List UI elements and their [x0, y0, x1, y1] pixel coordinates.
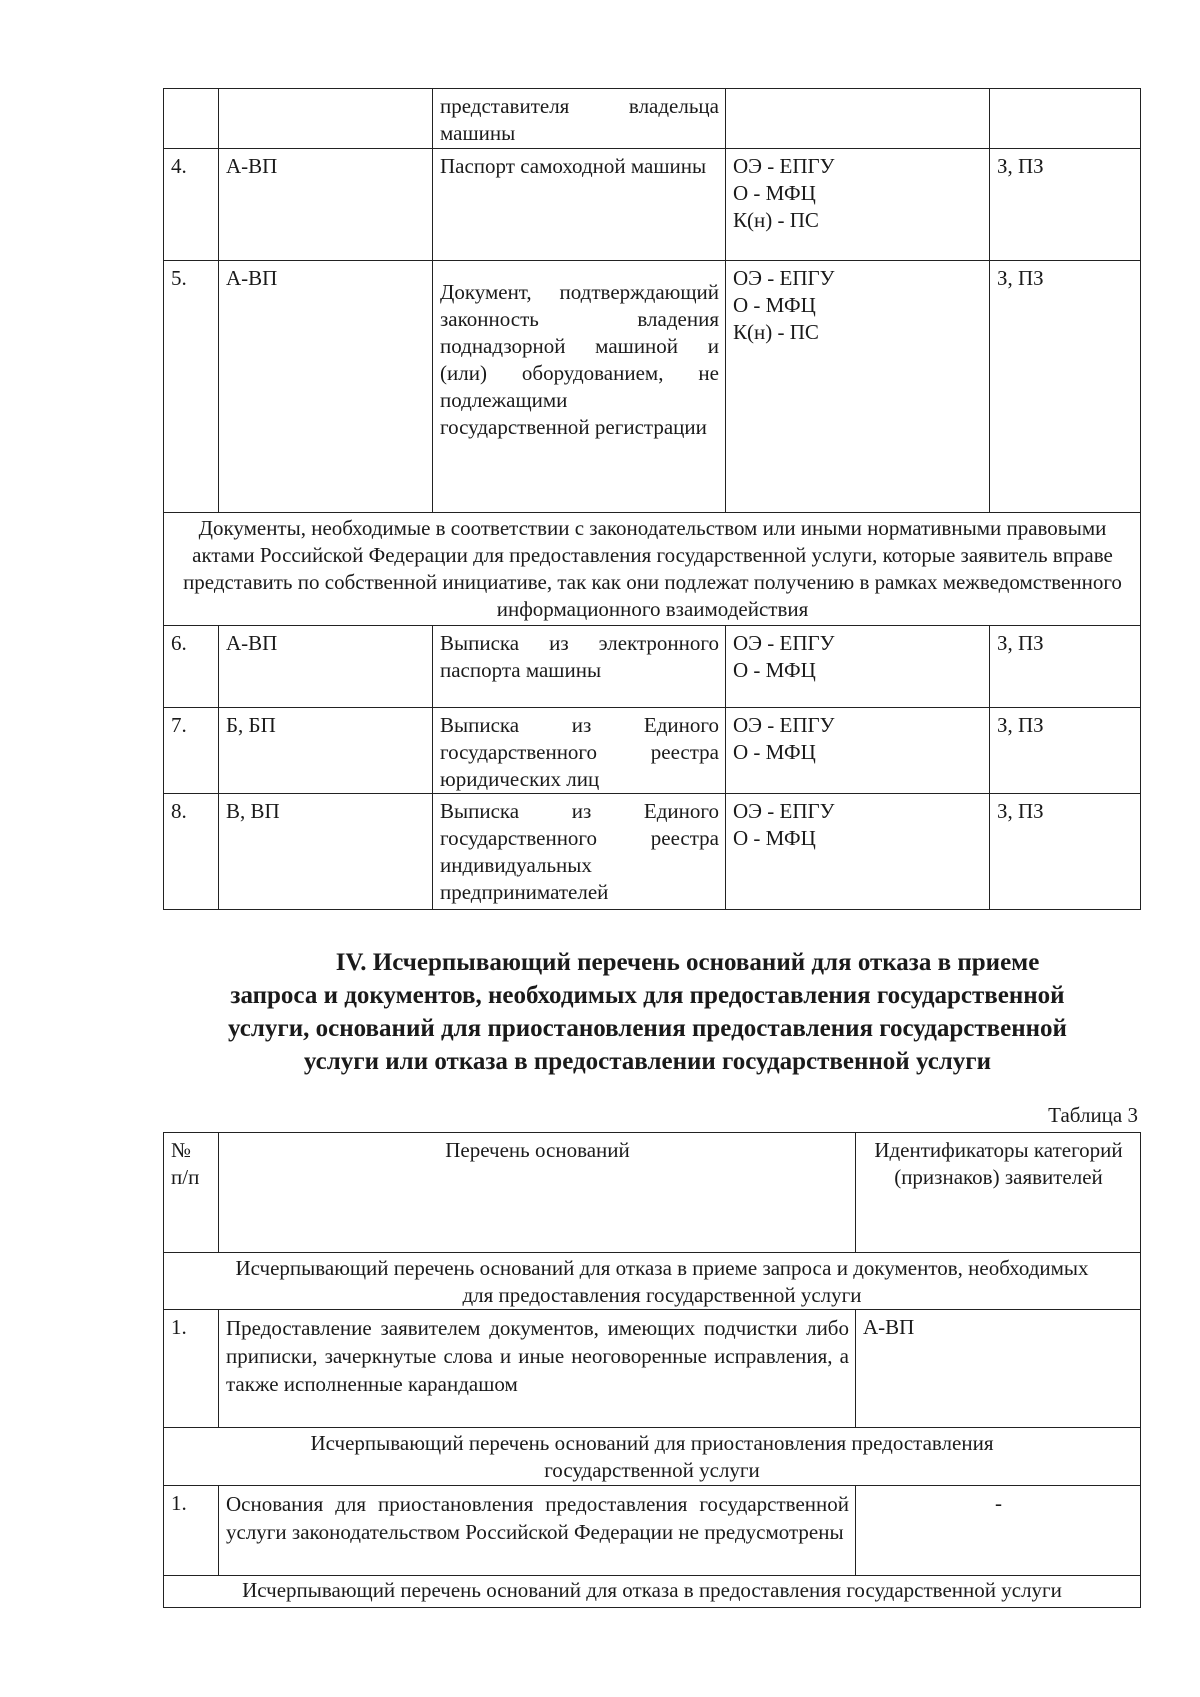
- channel-line: К(н) - ПС: [733, 208, 819, 232]
- channels-cell: [726, 794, 990, 910]
- section-header-row: [164, 1253, 1141, 1310]
- category-cell: А-ВП: [219, 626, 433, 708]
- header-grounds: Перечень оснований: [219, 1133, 856, 1253]
- category-cell: В, ВП: [219, 794, 433, 910]
- row-number: 6.: [164, 626, 219, 708]
- section-header-row: [164, 1428, 1141, 1486]
- channel-line: ОЭ - ЕПГУ: [733, 631, 835, 655]
- row-number: 1.: [164, 1486, 219, 1576]
- section-header: Исчерпывающий перечень оснований для отказа в приеме запроса и документов, необходимых для предоставления государственной услуги: [164, 1253, 1141, 1310]
- header-ids: Идентификаторы категорий (признаков) заявителей: [856, 1133, 1141, 1253]
- header-num: № п/п: [164, 1133, 219, 1253]
- document-cell: Выписка из электронного паспорта машины: [433, 626, 726, 708]
- section-header: Исчерпывающий перечень оснований для приостановления предоставления государственной услуги: [164, 1428, 1141, 1486]
- channel-line: ОЭ - ЕПГУ: [733, 154, 835, 178]
- table-row: [164, 261, 1141, 513]
- section-header-row: [164, 1576, 1141, 1608]
- document-cell: представителя владельца машины: [433, 89, 726, 149]
- channel-line: О - МФЦ: [733, 740, 816, 764]
- section-header-row: [164, 513, 1141, 626]
- category-cell: А-ВП: [219, 261, 433, 513]
- heading-line: услуги или отказа в предоставлении государственной услуги: [303, 1048, 992, 1075]
- table-caption: Таблица 3: [1048, 1103, 1138, 1127]
- channel-line: ОЭ - ЕПГУ: [733, 713, 835, 737]
- results-cell: З, ПЗ: [990, 149, 1141, 261]
- row-number: 5.: [164, 261, 219, 513]
- table-row: [164, 794, 1141, 910]
- channels-cell: [726, 261, 990, 513]
- category-cell: [219, 89, 433, 149]
- table-header-row: [164, 1133, 1141, 1253]
- results-cell: [990, 89, 1141, 149]
- section-heading: [160, 946, 1135, 1078]
- category-cell: Б, БП: [219, 708, 433, 794]
- table-row: [164, 708, 1141, 794]
- channel-line: ОЭ - ЕПГУ: [733, 799, 835, 823]
- channel-line: ОЭ - ЕПГУ: [733, 266, 835, 290]
- ids-cell: А-ВП: [856, 1310, 1141, 1428]
- section-header: Исчерпывающий перечень оснований для отказа в предоставления государственной услуги: [164, 1576, 1141, 1608]
- documents-table: [163, 88, 1141, 910]
- table-row: [164, 1310, 1141, 1428]
- ids-cell: -: [856, 1486, 1141, 1576]
- channels-cell: [726, 626, 990, 708]
- channel-line: О - МФЦ: [733, 181, 816, 205]
- category-cell: А-ВП: [219, 149, 433, 261]
- results-cell: З, ПЗ: [990, 626, 1141, 708]
- row-number: [164, 89, 219, 149]
- heading-line: запроса и документов, необходимых для предоставления государственной: [230, 982, 1065, 1009]
- results-cell: З, ПЗ: [990, 794, 1141, 910]
- document-cell: Документ, подтверждающий законность владения поднадзорной машиной и (или) оборудованием, не подлежащими государственной регистрации: [433, 261, 726, 513]
- table-row: [164, 626, 1141, 708]
- heading-line: услуги, оснований для приостановления предоставления государственной: [228, 1015, 1067, 1042]
- grounds-cell: Основания для приостановления предоставления государственной услуги законодательством Российской Федерации не предусмотрены: [219, 1486, 856, 1576]
- channel-line: О - МФЦ: [733, 826, 816, 850]
- section-header: Документы, необходимые в соответствии с законодательством или иными нормативными правовыми актами Российской Федерации для предоставления государственной услуги, которые заявитель вправе представить по собственной инициативе, так как они подлежат получению в рамках межведомственного информационного взаимодействия: [164, 513, 1141, 626]
- table-row: [164, 1486, 1141, 1576]
- heading-line: IV. Исчерпывающий перечень оснований для отказа в приеме: [335, 949, 1040, 976]
- row-number: 1.: [164, 1310, 219, 1428]
- table-row: [164, 89, 1141, 149]
- channels-cell: [726, 708, 990, 794]
- results-cell: З, ПЗ: [990, 708, 1141, 794]
- channels-cell: [726, 89, 990, 149]
- document-cell: Паспорт самоходной машины: [433, 149, 726, 261]
- document-cell: Выписка из Единого государственного реестра юридических лиц: [433, 708, 726, 794]
- grounds-table: [163, 1132, 1141, 1608]
- row-number: 7.: [164, 708, 219, 794]
- row-number: 8.: [164, 794, 219, 910]
- document-cell: Выписка из Единого государственного реестра индивидуальных предпринимателей: [433, 794, 726, 910]
- table-row: [164, 149, 1141, 261]
- row-number: 4.: [164, 149, 219, 261]
- channel-line: О - МФЦ: [733, 293, 816, 317]
- channel-line: О - МФЦ: [733, 658, 816, 682]
- grounds-cell: Предоставление заявителем документов, имеющих подчистки либо приписки, зачеркнутые слова и иные неоговоренные исправления, а также исполненные карандашом: [219, 1310, 856, 1428]
- channel-line: К(н) - ПС: [733, 320, 819, 344]
- results-cell: З, ПЗ: [990, 261, 1141, 513]
- channels-cell: [726, 149, 990, 261]
